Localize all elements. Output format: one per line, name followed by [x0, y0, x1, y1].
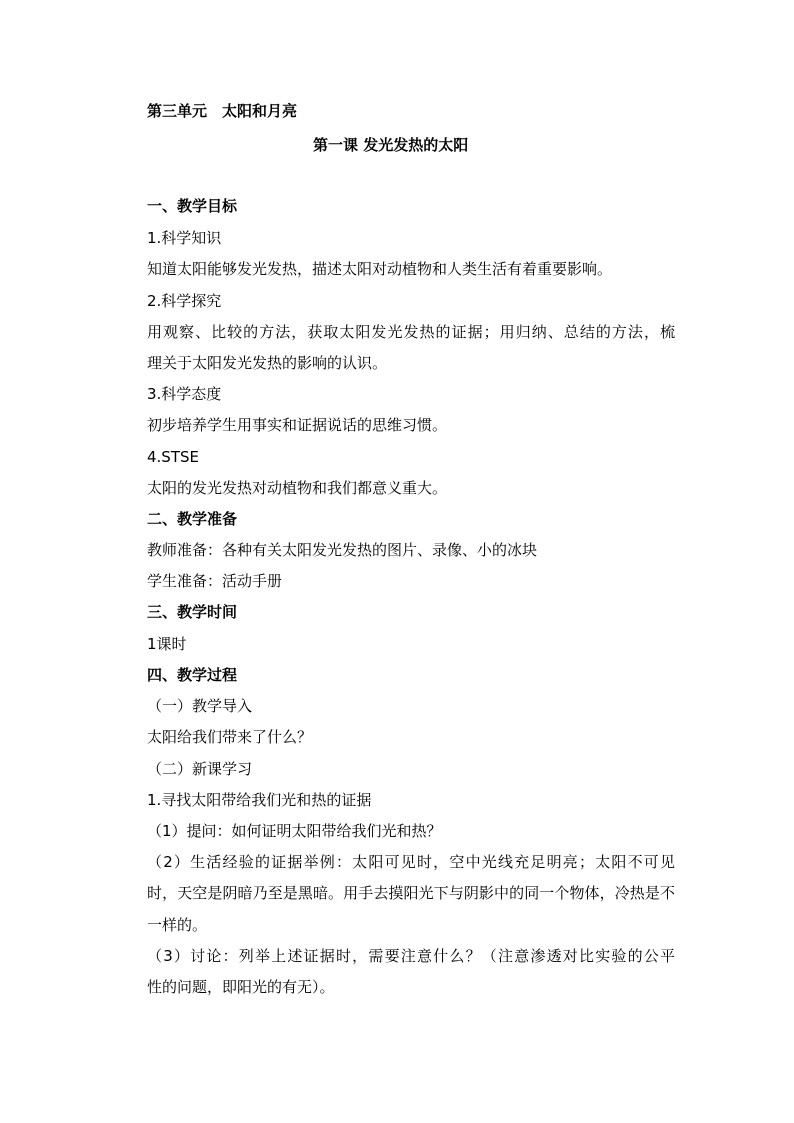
question-1: （1）提问：如何证明太阳带给我们光和热？	[147, 822, 442, 840]
question-2-line-1: （2）生活经验的证据举例：太阳可见时，空中光线充足明亮；太阳不可见	[147, 853, 675, 871]
intro-label: （一）教学导入	[147, 697, 253, 715]
knowledge-text: 知道太阳能够发光发热，描述太阳对动植物和人类生活有着重要影响。	[147, 260, 613, 278]
teacher-prep: 教师准备：各种有关太阳发光发热的图片、录像、小的冰块	[147, 541, 538, 559]
question-3-line-2: 性的问题，即阳光的有无）。	[147, 978, 335, 996]
lesson-title: 第一课 发光发热的太阳	[313, 136, 469, 154]
goals-heading: 一、教学目标	[147, 197, 238, 215]
inquiry-label: 2.科学探究	[147, 292, 222, 310]
prep-heading: 二、教学准备	[147, 510, 238, 528]
attitude-label: 3.科学态度	[147, 385, 222, 403]
question-2-line-3: 一样的。	[147, 916, 208, 934]
time-heading: 三、教学时间	[147, 603, 238, 621]
step-1: 1.寻找太阳带给我们光和热的证据	[147, 791, 372, 809]
inquiry-text-line-2: 理关于太阳发光发热的影响的认识。	[147, 354, 388, 372]
question-3-line-1: （3）讨论：列举上述证据时，需要注意什么？（注意渗透对比实验的公平	[147, 947, 675, 965]
process-heading: 四、教学过程	[147, 666, 238, 684]
inquiry-text-line-1: 用观察、比较的方法，获取太阳发光发热的证据；用归纳、总结的方法，梳	[147, 323, 675, 341]
time-value: 1课时	[147, 635, 187, 653]
question-2-line-2: 时，天空是阴暗乃至是黑暗。用手去摸阳光下与阴影中的同一个物体，冷热是不	[147, 884, 675, 902]
stse-label: 4.STSE	[147, 448, 199, 466]
attitude-text: 初步培养学生用事实和证据说话的思维习惯。	[147, 416, 448, 434]
new-lesson-label: （二）新课学习	[147, 760, 253, 778]
student-prep: 学生准备：活动手册	[147, 572, 283, 590]
stse-text: 太阳的发光发热对动植物和我们都意义重大。	[147, 479, 448, 497]
knowledge-label: 1.科学知识	[147, 229, 222, 247]
intro-question: 太阳给我们带来了什么？	[147, 728, 313, 746]
unit-title: 第三单元 太阳和月亮	[147, 102, 298, 120]
